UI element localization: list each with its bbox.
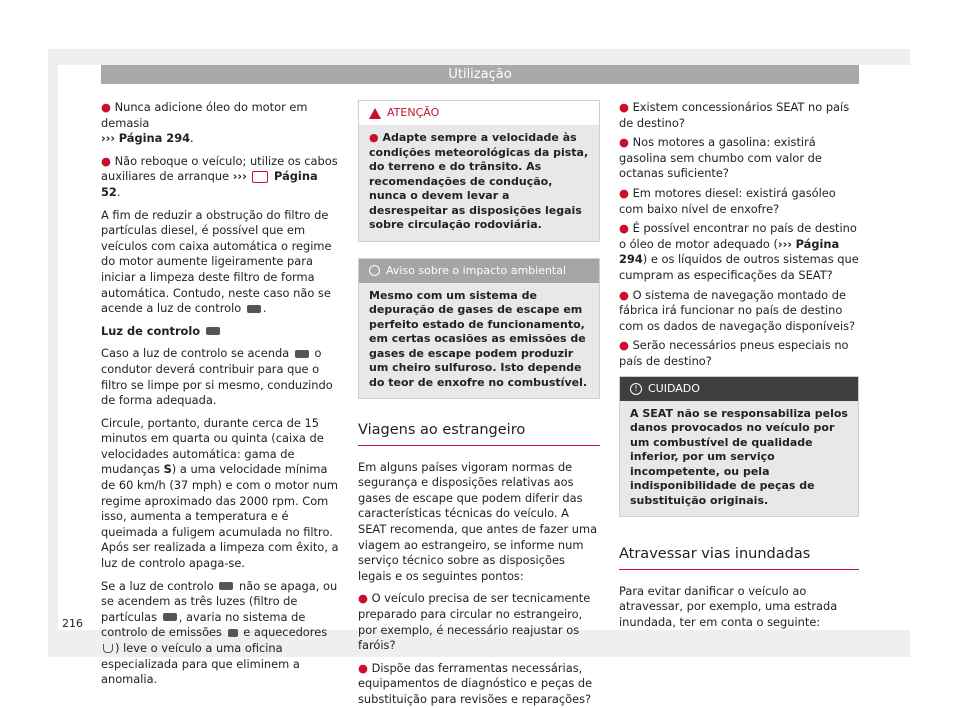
bullet-icon: ● — [619, 287, 629, 302]
list-item: ● O sistema de navegação montado de fábrica irá funcionar no país de destino com os dados de navegação disponíveis? — [619, 287, 856, 333]
particle-filter-icon — [247, 305, 261, 313]
paragraph: Se a luz de controlo não se apaga, ou se acendem as três luzes (filtro de partículas , avaria no sistema de controlo de emissões e aquecedores ) leve o veículo a uma oficina especializada para que eliminem a anomalia. — [101, 578, 338, 687]
paragraph: A fim de reduzir a obstrução do filtro de partículas diesel, é possível que em veículos com caixa automática o regime do motor aumente ligeiramente para iniciar a limpeza deste filtro de forma automática. Contudo, neste caso não se acende a luz de controlo . — [101, 207, 332, 316]
environment-notice-header: Aviso sobre o impacto ambiental — [359, 259, 599, 283]
bullet-icon: ● — [619, 135, 629, 150]
bullet-icon: ● — [358, 660, 368, 675]
particle-filter-icon — [295, 350, 309, 358]
bullet-icon: ● — [101, 100, 111, 114]
bullet-icon: ● — [619, 100, 629, 114]
warning-triangle-icon — [369, 108, 381, 119]
environment-notice-box — [358, 258, 600, 400]
list-item: ● Não reboque o veículo; utilize os cabos auxiliares de arranque ››› Página 52. — [101, 153, 338, 199]
page-number: 216 — [62, 617, 83, 630]
subheading: Luz de controlo — [101, 324, 341, 340]
caution-box — [619, 376, 859, 518]
particle-filter-icon — [206, 327, 220, 335]
column-left — [101, 100, 341, 695]
page-reference-link[interactable]: Página 52 — [101, 169, 318, 199]
list-item: ● Dispõe das ferramentas necessárias, equipamentos de diagnóstico e peças de substituição para revisões e reparações? — [358, 660, 593, 706]
section-title: Viagens ao estrangeiro — [358, 423, 600, 446]
warning-box — [358, 100, 600, 242]
environment-notice-text: Mesmo com um sistema de depuração de gases de escape em perfeito estado de funcionamento, em certas ocasiões as emissões de gases de escape podem produzir um cheiro sulfuroso. Isto depende do teor de enxofre no combustível. — [369, 288, 588, 389]
paragraph: Para evitar danificar o veículo ao atravessar, por exemplo, uma estrada inundada, ter em conta o seguinte: — [619, 583, 838, 629]
bullet-icon: ● — [619, 221, 629, 236]
info-circle-icon: ! — [630, 383, 642, 395]
section-title: Atravessar vias inundadas — [619, 547, 859, 570]
paragraph: Circule, portanto, durante cerca de 15 minutos em quarta ou quinta (caixa de velocidades automática: gama de mudanças S) a uma velocidade mínima de 60 km/h (37 mph) e com o motor num regime aproximado das 2000 rpm. Com isso, aumenta a temperatura e é queimada a fuligem acumulada no filtro. Após ser realizada a limpeza com êxito, a luz de controlo apaga-se. — [101, 415, 339, 571]
bullet-icon: ● — [619, 185, 629, 200]
caution-text: A SEAT não se responsabiliza pelos danos provocados no veículo por um combustível de qualidade inferior, por um serviço incompetente, ou pela indisponibilidade de peças de substituição originais. — [630, 406, 848, 507]
list-item: ● Existem concessionários SEAT no país de destino? — [619, 100, 850, 130]
caution-header: ! CUIDADO — [620, 377, 858, 401]
list-item: ● Nunca adicione óleo do motor em demasia ››› Página 294. — [101, 100, 308, 146]
warning-header: ATENÇÃO — [359, 101, 599, 125]
bullet-icon: ● — [619, 338, 629, 353]
list-item: ● Serão necessários pneus especiais no país de destino? — [619, 338, 849, 368]
particle-filter-icon — [219, 582, 233, 590]
bullet-icon: ● — [358, 591, 368, 606]
list-item: ● O veículo precisa de ser tecnicamente preparado para circular no estrangeiro, por exemplo, é necessário reajustar os faróis? — [358, 591, 591, 653]
environment-icon — [369, 265, 380, 276]
manual-book-icon — [252, 171, 268, 183]
bullet-icon: ● — [101, 153, 111, 168]
page-reference-link[interactable]: Página 294 — [118, 131, 191, 146]
bullet-icon: ● — [369, 131, 379, 144]
list-item: ● Nos motores a gasolina: existirá gasolina sem chumbo com valor de octanas suficiente? — [619, 135, 822, 181]
list-item: ● Em motores diesel: existirá gasóleo com baixo nível de enxofre? — [619, 185, 836, 216]
arrow-icon: ››› — [232, 169, 247, 184]
glow-plug-heater-icon — [103, 644, 113, 653]
warning-text: ● Adapte sempre a velocidade às condições meteorológicas da pista, do terreno e do trânsito. As recomendações de condução, nunca o devem levar a desrespeitar as disposições legais sobre circulação rodoviária. — [369, 131, 589, 231]
paragraph: Caso a luz de controlo se acenda o condutor deverá contribuir para que o filtro se limpe por si mesmo, conduzindo de forma adequada. — [101, 346, 333, 408]
emission-control-icon — [228, 629, 238, 637]
arrow-icon: ››› — [101, 131, 116, 146]
page-reference-link[interactable]: Página 294 — [619, 236, 840, 267]
page-header: Utilização — [101, 65, 859, 84]
paragraph: Em alguns países vigoram normas de segurança e disposições relativas aos gases de escape que podem diferir das características técnicas do veículo. A SEAT recomenda, que antes de fazer uma viagem ao estrangeiro, se informe num serviço técnico sobre as disposições legais e os seguintes pontos: — [358, 459, 598, 583]
arrow-icon: ››› — [777, 236, 792, 251]
gear-letter: S — [163, 462, 172, 477]
column-middle — [358, 100, 600, 708]
particle-filter-icon — [163, 613, 177, 621]
list-item: ● É possível encontrar no país de destino o óleo de motor adequado (››› Página 294) e os líquidos de outros sistemas que cumpram as especificações da SEAT? — [619, 221, 859, 282]
column-right — [619, 100, 859, 637]
